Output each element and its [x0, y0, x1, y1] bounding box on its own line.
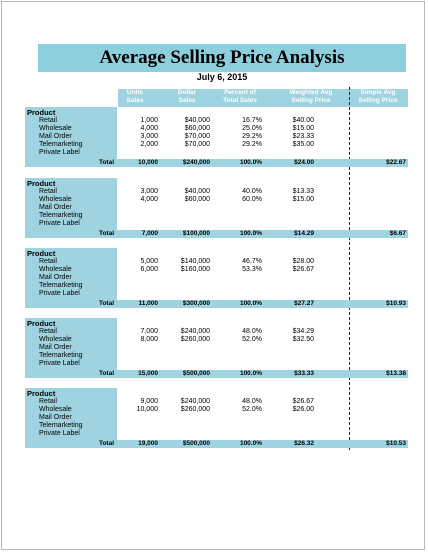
total-value: 11,000 [138, 300, 158, 307]
cell-value: $40.00 [292, 117, 314, 124]
cell-value: $70,000 [184, 133, 210, 140]
row-label: Mail Order [39, 274, 72, 281]
column-header-line: Selling Price [358, 96, 398, 104]
column-header-line: Sales [126, 96, 144, 104]
column-header-line: Percent of [224, 89, 256, 96]
row-label: Private Label [39, 430, 80, 437]
total-value: $13.38 [386, 370, 406, 377]
total-value: $6.67 [389, 230, 406, 237]
cell-value: $28.00 [292, 258, 314, 265]
cell-value: $34.29 [292, 328, 314, 335]
cell-value: $240,000 [180, 398, 210, 405]
row-label: Private Label [39, 220, 80, 227]
cell-value: 10,000 [136, 406, 158, 413]
cell-value: 2,000 [140, 141, 158, 148]
total-value: 10,000 [138, 159, 158, 166]
column-header-line: Simple Avg [360, 89, 396, 96]
cell-value: $240,000 [180, 328, 210, 335]
column-header [210, 89, 270, 104]
cell-value: 46.7% [242, 258, 262, 265]
cell-value: 60.0% [242, 196, 262, 203]
cell-value: $26.00 [292, 406, 314, 413]
cell-value: $260,000 [180, 336, 210, 343]
cell-value: $60,000 [184, 125, 210, 132]
print-area-divider [349, 87, 350, 450]
total-value: 100.0% [239, 230, 262, 237]
total-label: Total [98, 440, 114, 447]
cell-value: $32.50 [292, 336, 314, 343]
cell-value: 53.3% [242, 266, 262, 273]
row-label: Wholesale [39, 196, 72, 203]
row-label: Telemarketing [39, 212, 83, 219]
row-label: Private Label [39, 360, 80, 367]
total-value: 100.0% [239, 370, 262, 377]
cell-value: 4,000 [140, 196, 158, 203]
total-value: 7,000 [141, 230, 158, 237]
total-value: 100.0% [239, 300, 262, 307]
column-header [348, 89, 408, 104]
cell-value: 25.0% [242, 125, 262, 132]
column-header-line: Weighted Avg [289, 89, 333, 96]
column-header-line: Total Sales [223, 96, 257, 104]
cell-value: 3,000 [140, 188, 158, 195]
total-value: $300,000 [182, 300, 210, 307]
row-label: Telemarketing [39, 141, 83, 148]
cell-value: 29.2% [242, 133, 262, 140]
total-value: $500,000 [182, 440, 210, 447]
cell-value: 3,000 [140, 133, 158, 140]
cell-value: 4,000 [140, 125, 158, 132]
cell-value: 1,000 [140, 117, 158, 124]
row-label: Wholesale [39, 406, 72, 413]
cell-value: $23.33 [292, 133, 314, 140]
column-header-line: Dollar [177, 89, 197, 96]
row-label: Wholesale [39, 266, 72, 273]
row-label: Mail Order [39, 133, 72, 140]
total-value: $500,000 [182, 370, 210, 377]
row-label: Private Label [39, 149, 80, 156]
total-value: $100,000 [182, 230, 210, 237]
cell-value: $260,000 [180, 406, 210, 413]
cell-value: $13.33 [292, 188, 314, 195]
page-title: Average Selling Price Analysis [99, 47, 345, 68]
total-value: 100.0% [239, 159, 262, 166]
cell-value: $26.67 [292, 266, 314, 273]
cell-value: 52.0% [242, 336, 262, 343]
cell-value: 9,000 [140, 398, 158, 405]
cell-value: $15.00 [292, 125, 314, 132]
total-value: $240,000 [182, 159, 210, 166]
row-label: Retail [39, 117, 57, 124]
total-value: $10.53 [386, 440, 406, 447]
cell-value: 5,000 [140, 258, 158, 265]
cell-value: 7,000 [140, 328, 158, 335]
row-label: Private Label [39, 290, 80, 297]
column-header [157, 89, 217, 104]
product-heading: Product [27, 249, 56, 258]
row-label: Retail [39, 258, 57, 265]
cell-value: $140,000 [180, 258, 210, 265]
total-label: Total [98, 159, 114, 166]
total-value: 100.0% [239, 440, 262, 447]
cell-value: 29.2% [242, 141, 262, 148]
cell-value: $40,000 [184, 117, 210, 124]
row-label: Wholesale [39, 125, 72, 132]
row-label: Retail [39, 188, 57, 195]
total-value: $24.00 [294, 159, 314, 166]
total-value: $22.67 [386, 159, 406, 166]
total-value: 15,000 [138, 370, 158, 377]
cell-value: $70,000 [184, 141, 210, 148]
total-value: $10.93 [386, 300, 406, 307]
column-header-line: Selling Price [291, 96, 331, 104]
cell-value: 48.0% [242, 398, 262, 405]
row-label: Telemarketing [39, 352, 83, 359]
product-heading: Product [27, 179, 56, 188]
column-header-line: Sales [178, 96, 196, 104]
cell-value: 40.0% [242, 188, 262, 195]
total-label: Total [98, 230, 114, 237]
report-date: July 6, 2015 [196, 72, 248, 82]
cell-value: $26.67 [292, 398, 314, 405]
cell-value: 48.0% [242, 328, 262, 335]
cell-value: $35.00 [292, 141, 314, 148]
total-value: $27.27 [294, 300, 314, 307]
total-value: $14.29 [294, 230, 314, 237]
row-label: Mail Order [39, 414, 72, 421]
column-header [281, 89, 341, 104]
total-label: Total [98, 370, 114, 377]
row-label: Mail Order [39, 344, 72, 351]
product-heading: Product [27, 389, 56, 398]
cell-value: $60,000 [184, 196, 210, 203]
cell-value: 16.7% [242, 117, 262, 124]
product-heading: Product [27, 319, 56, 328]
cell-value: 6,000 [140, 266, 158, 273]
cell-value: $15.00 [292, 196, 314, 203]
total-value: $26.32 [294, 440, 314, 447]
total-value: 19,000 [138, 440, 158, 447]
cell-value: 8,000 [140, 336, 158, 343]
cell-value: 52.0% [242, 406, 262, 413]
row-label: Retail [39, 328, 57, 335]
row-label: Telemarketing [39, 422, 83, 429]
total-value: $33.33 [294, 370, 314, 377]
row-label: Wholesale [39, 336, 72, 343]
row-label: Retail [39, 398, 57, 405]
cell-value: $160,000 [180, 266, 210, 273]
row-label: Mail Order [39, 204, 72, 211]
column-header [105, 89, 165, 104]
cell-value: $40,000 [184, 188, 210, 195]
total-label: Total [98, 300, 114, 307]
row-label: Telemarketing [39, 282, 83, 289]
product-heading: Product [27, 108, 56, 117]
column-header-line: Units [126, 89, 144, 96]
